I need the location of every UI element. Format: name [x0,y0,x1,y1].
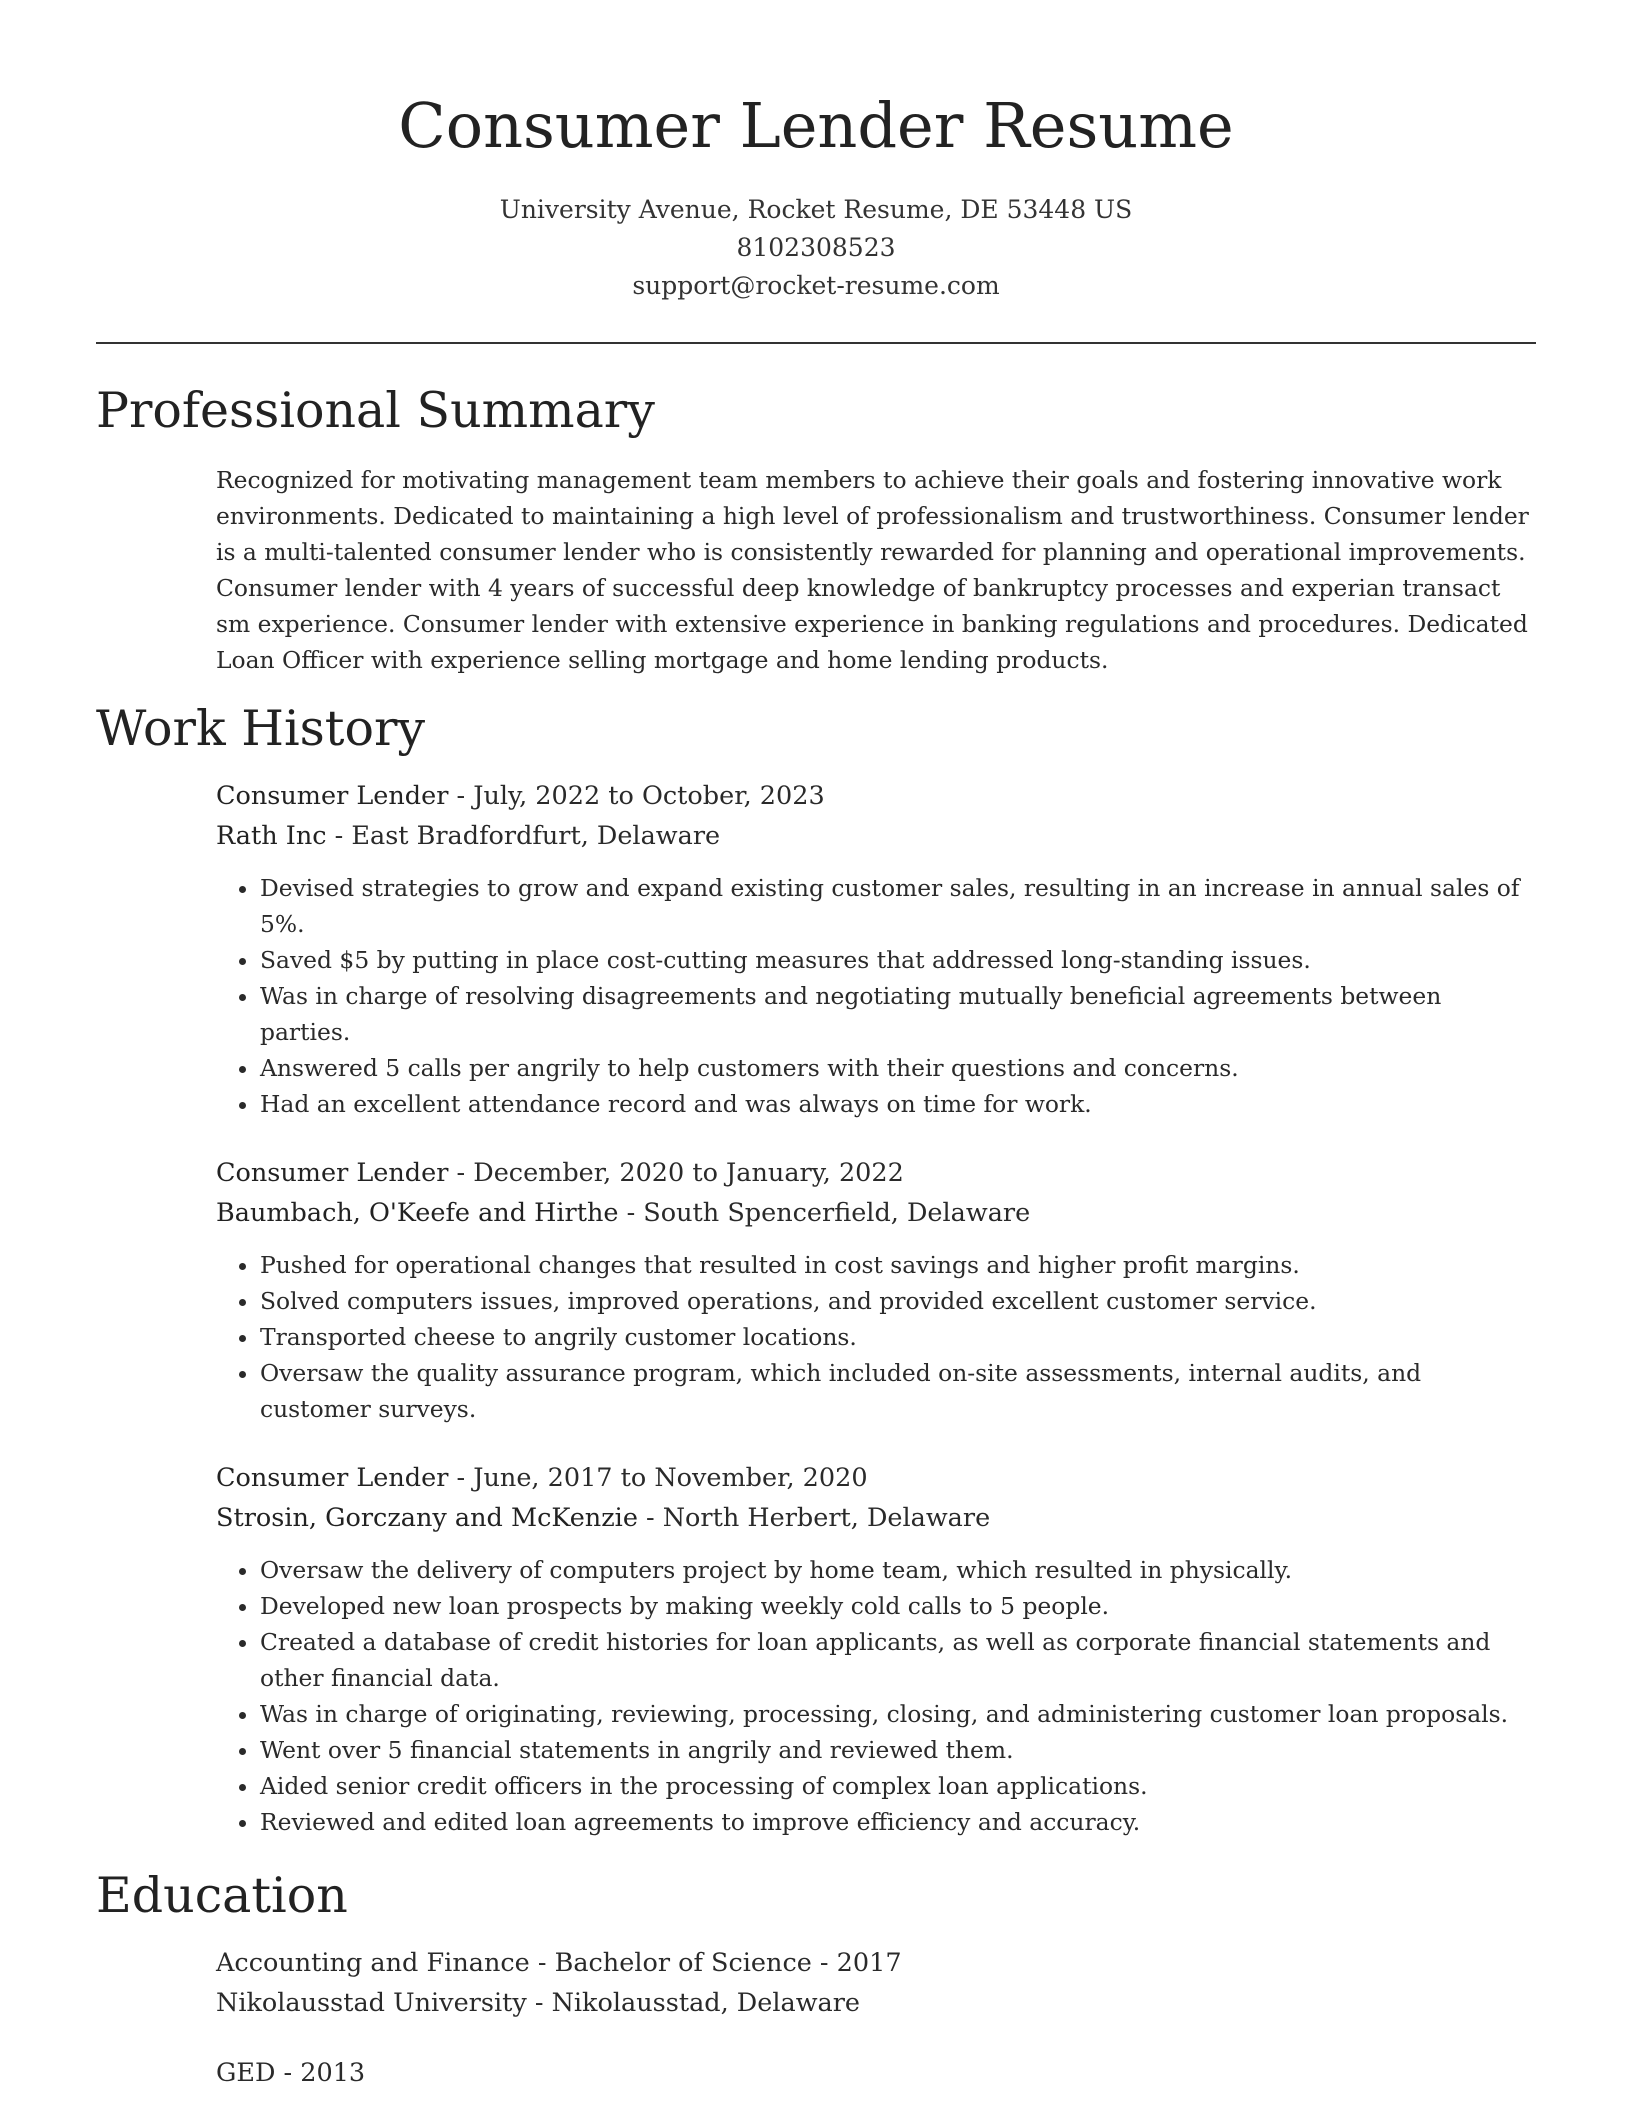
resume-title: Consumer Lender Resume [398,89,1234,162]
job-location: - South Spencerfield, Delaware [618,1198,1031,1228]
job-bullet: • Devised strategies to grow and expand existing customer sales, resulting in an increase in annual sales of 5%. [260,870,1538,942]
education-entry [216,1943,1538,2023]
job-bullet: • Oversaw the quality assurance program, which included on-site assessments, internal audits, and customer surveys. [260,1355,1538,1427]
job-bullet: • Reviewed and edited loan agreements to improve efficiency and accuracy. [260,1804,1538,1840]
job-bullets [216,1552,1538,1840]
job-company: Baumbach, O'Keefe and Hirthe [216,1198,619,1228]
job-title: Consumer Lender [216,781,449,811]
contact-block [0,191,1632,305]
job-entry [216,776,1538,1122]
job-company-line [216,1193,1538,1233]
job-bullet: • Transported cheese to angrily customer locations. [260,1319,1538,1355]
job-title-line [216,1458,1538,1498]
education-location: - Nikolausstad, Delaware [526,1988,861,2018]
job-bullet: • Had an excellent attendance record and was always on time for work. [260,1086,1538,1122]
job-bullet: • Went over 5 financial statements in angrily and reviewed them. [260,1732,1538,1768]
job-bullet: • Saved $5 by putting in place cost-cutting measures that addressed long-standing issues. [260,942,1538,978]
job-bullet: • Developed new loan prospects by making weekly cold calls to 5 people. [260,1588,1538,1624]
job-company-line [216,1498,1538,1538]
header-divider [96,342,1536,344]
job-bullet: • Answered 5 calls per angrily to help customers with their questions and concerns. [260,1050,1538,1086]
contact-email: support@rocket-resume.com [632,271,1000,300]
contact-phone: 8102308523 [736,233,896,262]
job-company: Rath Inc [216,821,327,851]
job-bullet: • Created a database of credit histories for loan applicants, as well as corporate financial statements and other financial data. [260,1624,1538,1696]
job-bullet: • Was in charge of originating, reviewing, processing, closing, and administering customer loan proposals. [260,1696,1538,1732]
job-dates: - June, 2017 to November, 2020 [448,1463,868,1493]
job-bullets [216,870,1538,1122]
job-entry [216,1458,1538,1840]
summary-text: Recognized for motivating management team members to achieve their goals and fostering innovative work environments. Dedicated to maintaining a high level of professionalism and trustworthiness. Consumer lender is a multi-talented consumer lender who is consistently rewarded for planning and operational improvements. Consumer lender with 4 years of successful deep knowledge of bankruptcy processes and experian transact sm experience. Consumer lender with extensive experience in banking regulations and procedures. Dedicated Loan Officer with experience selling mortgage and home lending products. [216,466,1529,674]
job-bullet: • Aided senior credit officers in the processing of complex loan applications. [260,1768,1538,1804]
job-location: - East Bradfordfurt, Delaware [326,821,721,851]
job-title: Consumer Lender [216,1463,449,1493]
job-bullets [216,1247,1538,1427]
education-entry [216,2053,1538,2093]
education-school-line [216,1983,1538,2023]
education-heading: Education [96,1867,348,1924]
job-bullet: • Pushed for operational changes that resulted in cost savings and higher profit margins. [260,1247,1538,1283]
job-title-line [216,1153,1538,1193]
job-entry [216,1153,1538,1427]
education-degree-line: Accounting and Finance - Bachelor of Science - 2017 [216,1948,902,1978]
job-company-line [216,816,1538,856]
job-title-line [216,776,1538,816]
work-history-heading: Work History [96,700,426,757]
education-degree-line: GED - 2013 [216,2058,366,2088]
job-bullet: • Solved computers issues, improved operations, and provided excellent customer service. [260,1283,1538,1319]
job-location: - North Herbert, Delaware [637,1503,991,1533]
job-bullet: • Was in charge of resolving disagreements and negotiating mutually beneficial agreements between parties. [260,978,1538,1050]
job-dates: - July, 2022 to October, 2023 [448,781,825,811]
job-title: Consumer Lender [216,1158,449,1188]
contact-address: University Avenue, Rocket Resume, DE 53448 US [499,195,1133,224]
job-company: Strosin, Gorczany and McKenzie [216,1503,638,1533]
job-dates: - December, 2020 to January, 2022 [448,1158,904,1188]
job-bullet: • Oversaw the delivery of computers project by home team, which resulted in physically. [260,1552,1538,1588]
education-school: Nikolausstad University [216,1988,527,2018]
summary-heading: Professional Summary [96,382,655,439]
